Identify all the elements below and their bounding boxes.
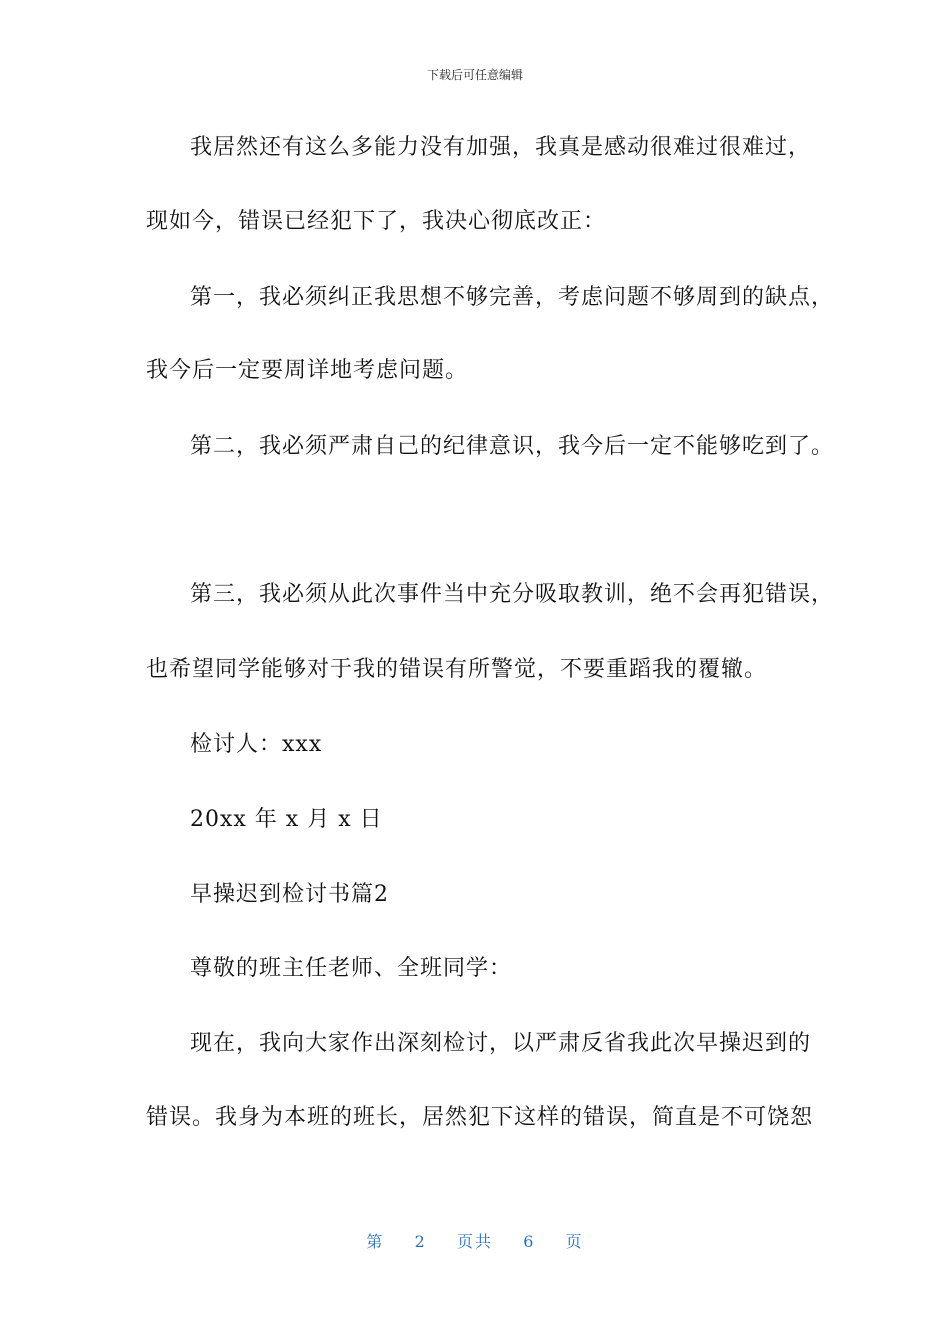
page-footer — [0, 1229, 950, 1252]
date-line: 20xx 年 x 月 x 日 — [190, 807, 383, 832]
body-line-7: 也希望同学能够对于我的错误有所警觉，不要重蹈我的覆辙。 — [146, 657, 768, 682]
body-line-12: 现在，我向大家作出深刻检讨，以严肃反省我此次早操迟到的 — [190, 1031, 812, 1056]
body-line-6: 第三，我必须从此次事件当中充分吸取教训，绝不会再犯错误， — [190, 582, 835, 607]
salutation: 尊敬的班主任老师、全班同学： — [190, 956, 513, 981]
body-line-4: 我今后一定要周详地考虑问题。 — [146, 358, 469, 383]
body-line-1: 我居然还有这么多能力没有加强，我真是感动很难过很难过， — [190, 135, 812, 160]
body-line-2: 现如今，错误已经犯下了，我决心彻底改正： — [146, 209, 607, 234]
page-suffix: 页 — [565, 1232, 584, 1251]
signer-line: 检讨人：xxx — [190, 732, 323, 757]
page-prefix: 第 — [366, 1232, 385, 1251]
body-line-3: 第一，我必须纠正我思想不够完善，考虑问题不够周到的缺点， — [190, 285, 835, 310]
page-total: 6 — [523, 1232, 536, 1251]
page-middle: 页共 — [456, 1232, 493, 1251]
section-title: 早操迟到检讨书篇2 — [190, 882, 389, 907]
header-note: 下载后可任意编辑 — [426, 68, 523, 82]
body-line-5: 第二，我必须严肃自己的纪律意识，我今后一定不能够吃到了。 — [190, 434, 835, 459]
page-current: 2 — [414, 1232, 427, 1251]
body-line-13: 错误。我身为本班的班长，居然犯下这样的错误，简直是不可饶恕 — [146, 1105, 814, 1130]
